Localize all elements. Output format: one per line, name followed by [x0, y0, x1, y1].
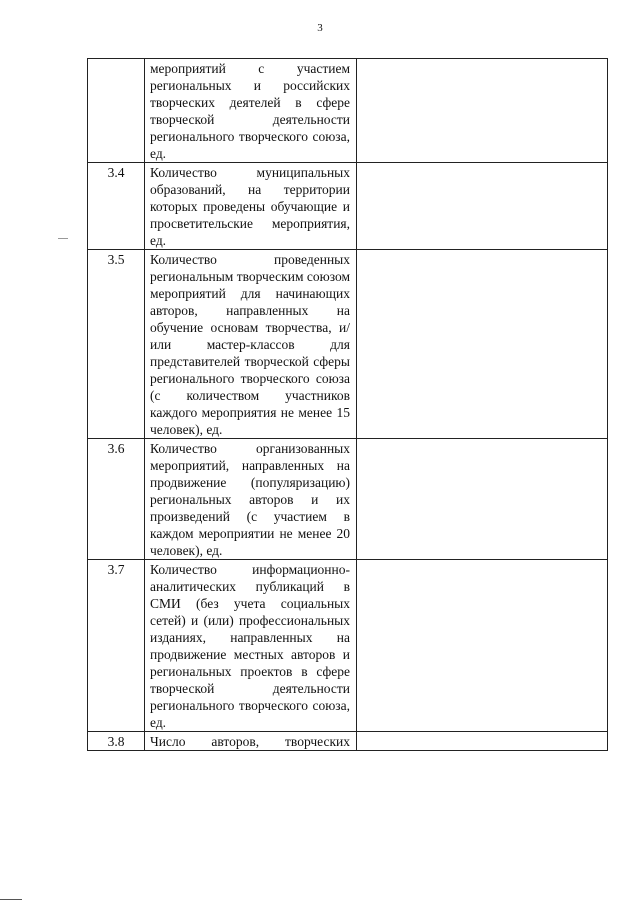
row-description: мероприятий с участием региональных и российских творческих деятелей в сфере творческой деятельности регионального творческого союза, ед. — [145, 59, 357, 163]
table-row — [88, 732, 608, 751]
row-number: 3.5 — [88, 250, 145, 439]
row-value — [357, 439, 608, 560]
table-row — [88, 250, 608, 439]
row-description: Количество проведенных региональным творческим союзом мероприятий для начинающих авторов, направленных на обучение основам творчества, и/или мастер-классов для представителей творческой сферы регионального творческого союза (с количеством участников каждого мероприятия не менее 15 человек), ед. — [145, 250, 357, 439]
table-row — [88, 439, 608, 560]
row-number: 3.8 — [88, 732, 145, 751]
row-description: Количество информационно-аналитических публикаций в СМИ (без учета социальных сетей) и (или) профессиональных изданиях, направленных на продвижение местных авторов и региональных проектов в сфере творческой деятельности регионального творческого союза, ед. — [145, 560, 357, 732]
row-number: 3.7 — [88, 560, 145, 732]
margin-mark — [58, 238, 68, 239]
row-number: 3.6 — [88, 439, 145, 560]
row-description: Количество организованных мероприятий, направленных на продвижение (популяризацию) региональных авторов и их произведений (с участием в каждом мероприятии не менее 20 человек), ед. — [145, 439, 357, 560]
row-description: Число авторов, творческих — [145, 732, 357, 751]
corner-mark — [0, 899, 22, 900]
row-value — [357, 250, 608, 439]
row-value — [357, 732, 608, 751]
row-value — [357, 59, 608, 163]
indicators-table — [87, 58, 608, 751]
table-row — [88, 163, 608, 250]
row-number — [88, 59, 145, 163]
page-number: 3 — [317, 22, 323, 34]
row-value — [357, 163, 608, 250]
row-value — [357, 560, 608, 732]
row-description: Количество муниципальных образований, на территории которых проведены обучающие и просветительские мероприятия, ед. — [145, 163, 357, 250]
table-row — [88, 59, 608, 163]
row-number: 3.4 — [88, 163, 145, 250]
table-row — [88, 560, 608, 732]
